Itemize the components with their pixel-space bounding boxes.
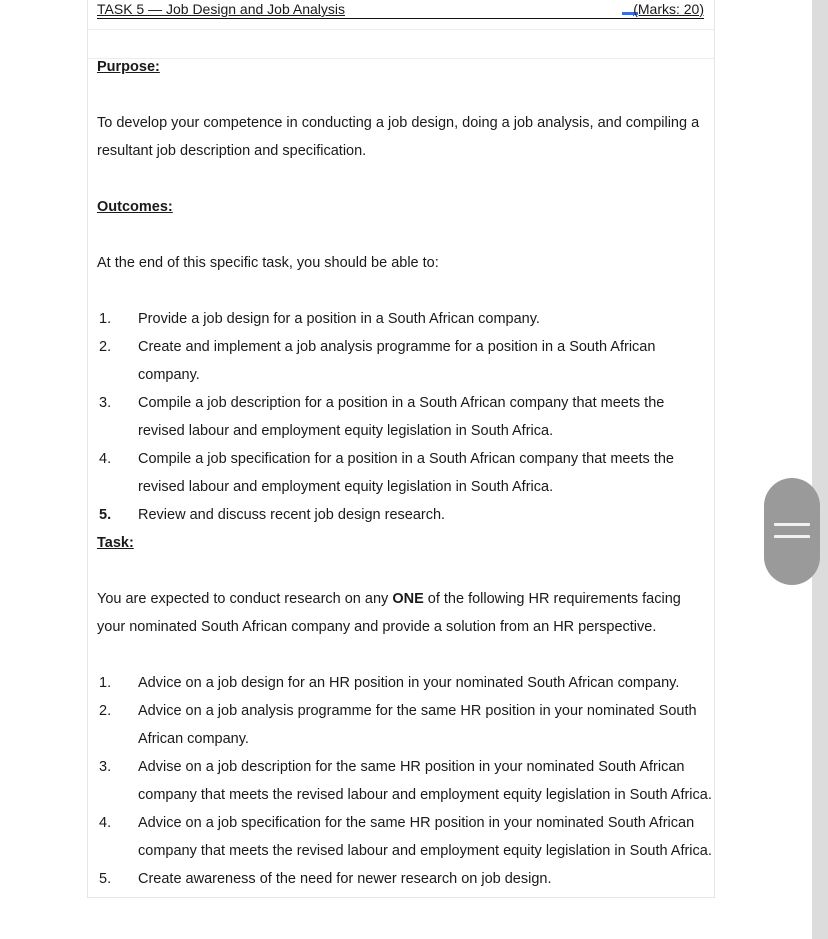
list-number: 2. [99,703,112,719]
list-item [97,333,712,389]
list-text: Create and implement a job analysis programme for a position in a South African company. [138,339,656,383]
list-text: Provide a job design for a position in a South African company. [138,311,540,327]
list-item [97,305,712,333]
task-heading: Task: [97,535,134,551]
list-item [97,389,712,445]
list-number: 5. [99,871,112,887]
list-number: 3. [99,759,112,775]
task-intro-start: You are expected to conduct research on any [97,591,393,607]
list-item [97,865,712,893]
list-text: Advice on a job specification for the same HR position in your nominated South African company that meets the revised labour and employment equity legislation in South Africa. [138,815,712,859]
vertical-scrollbar[interactable] [812,0,828,939]
outcomes-list [97,305,712,529]
task-intro-emphasis: ONE [392,591,424,607]
list-text: Review and discuss recent job design research. [138,507,446,523]
list-item [97,669,712,697]
list-text: Compile a job specification for a position in a South African company that meets the revised labour and employment equity legislation in South Africa. [138,451,674,495]
list-text: Advice on a job analysis programme for the same HR position in your nominated South African company. [138,703,697,747]
divider [88,29,714,30]
list-number: 5. [99,507,112,523]
document-page [87,0,715,898]
purpose-text: To develop your competence in conducting a job design, doing a job analysis, and compiling a resultant job description and specification. [97,115,700,159]
list-number: 1. [99,675,112,691]
task-intro-end: of the following HR requirements facing your nominated South African company and provide a solution from an HR perspective. [97,591,681,635]
scroll-handle[interactable] [764,478,820,585]
list-text: Create awareness of the need for newer research on job design. [138,871,552,887]
list-number: 3. [99,395,112,411]
outcomes-heading: Outcomes: [97,199,173,215]
list-item [97,753,712,809]
task-marks: (Marks: 20) [633,1,704,17]
list-text: Advice on a job design for an HR position in your nominated South African company. [138,675,680,691]
list-item [97,445,712,501]
task-title: TASK 5 — Job Design and Job Analysis [97,1,345,17]
list-number: 1. [99,311,112,327]
drag-handle-icon [774,523,810,526]
task-intro [97,585,709,641]
list-number: 4. [99,815,112,831]
drag-handle-icon [774,535,810,538]
task-list [97,669,712,893]
outcomes-intro: At the end of this specific task, you should be able to: [97,255,439,271]
list-number: 4. [99,451,112,467]
purpose-heading: Purpose: [97,59,160,75]
list-number: 2. [99,339,112,355]
list-item [97,809,712,865]
list-text: Advise on a job description for the same HR position in your nominated South African company that meets the revised labour and employment equity legislation in South Africa. [138,759,712,803]
list-item [97,501,712,529]
list-item [97,697,712,753]
task-header [97,0,704,19]
list-text: Compile a job description for a position in a South African company that meets the revised labour and employment equity legislation in South Africa. [138,395,665,439]
